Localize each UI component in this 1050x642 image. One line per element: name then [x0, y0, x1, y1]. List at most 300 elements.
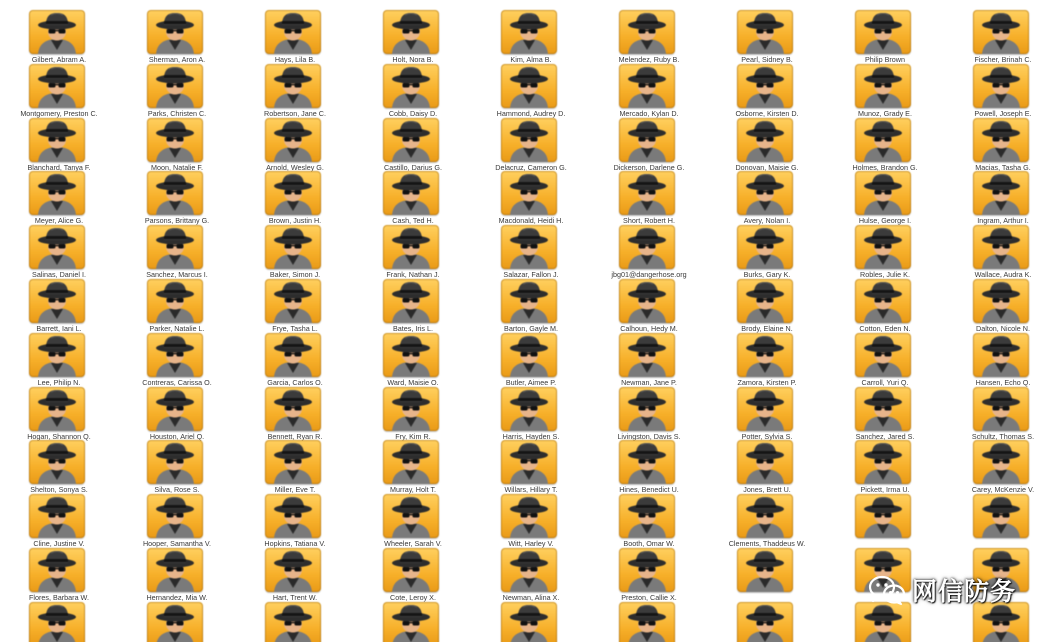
spy-avatar-icon[interactable] — [383, 440, 439, 484]
contact-name: Calhoun, Hedy M. — [620, 323, 678, 333]
contact-item[interactable] — [118, 440, 236, 494]
contact-item[interactable] — [118, 225, 236, 279]
contact-name: Lee, Philip N. — [37, 377, 81, 387]
spy-avatar-icon[interactable] — [855, 118, 911, 162]
spy-avatar-icon[interactable] — [501, 602, 557, 642]
spy-avatar-icon[interactable] — [383, 387, 439, 431]
spy-avatar-icon[interactable] — [501, 440, 557, 484]
wechat-logo-icon — [868, 575, 906, 605]
contact-name: Newman, Jane P. — [621, 377, 677, 387]
contact-item[interactable] — [0, 171, 118, 225]
contact-item[interactable] — [472, 333, 590, 387]
contact-name: Brody, Elaine N. — [741, 323, 793, 333]
contact-name: Donovan, Maisie G. — [735, 162, 799, 172]
contact-name: Kim, Alma B. — [510, 55, 552, 64]
spy-avatar-icon[interactable] — [619, 64, 675, 108]
contact-item[interactable] — [0, 10, 118, 64]
contact-name: Macdonald, Heidi H. — [498, 216, 564, 226]
contact-name: Melendez, Ruby B. — [618, 55, 680, 64]
contact-item[interactable] — [0, 333, 118, 387]
spy-avatar-icon[interactable] — [29, 548, 85, 592]
spy-avatar-icon[interactable] — [737, 279, 793, 323]
contact-item[interactable] — [0, 387, 118, 441]
spy-avatar-icon[interactable] — [501, 494, 557, 538]
contacts-grid — [0, 10, 1050, 642]
spy-avatar-icon[interactable] — [737, 118, 793, 162]
spy-avatar-icon[interactable] — [265, 10, 321, 54]
spy-avatar-icon[interactable] — [973, 333, 1029, 377]
spy-avatar-icon[interactable] — [383, 333, 439, 377]
contact-item[interactable] — [944, 64, 1050, 118]
contact-item[interactable] — [0, 602, 118, 642]
spy-avatar-icon[interactable] — [147, 387, 203, 431]
contact-item[interactable] — [236, 440, 354, 494]
spy-avatar-icon[interactable] — [383, 279, 439, 323]
contact-name: Holt, Nora B. — [392, 55, 434, 64]
spy-avatar-icon[interactable] — [855, 171, 911, 215]
spy-avatar-icon[interactable] — [501, 279, 557, 323]
contact-name: Delacruz, Cameron G. — [495, 162, 567, 172]
contact-item[interactable] — [236, 602, 354, 642]
contact-item[interactable] — [0, 64, 118, 118]
spy-avatar-icon[interactable] — [855, 494, 911, 538]
spy-avatar-icon[interactable] — [619, 10, 675, 54]
contact-item[interactable] — [354, 279, 472, 333]
contact-name: jbg01@dangerhose.org — [611, 270, 687, 280]
spy-avatar-icon[interactable] — [973, 440, 1029, 484]
spy-avatar-icon[interactable] — [147, 494, 203, 538]
contact-name: Garcia, Carlos O. — [267, 377, 323, 387]
contact-name: Miller, Eve T. — [274, 485, 316, 495]
contact-item[interactable] — [590, 548, 708, 602]
spy-avatar-icon[interactable] — [501, 333, 557, 377]
contact-name: Hammond, Audrey D. — [496, 108, 566, 118]
contact-name: Bennett, Ryan R. — [267, 431, 323, 441]
contact-item[interactable] — [236, 387, 354, 441]
contact-name: Munoz, Grady E. — [858, 108, 912, 118]
contact-name: Hines, Benedict U. — [619, 485, 679, 495]
contact-name: Carroll, Yuri Q. — [861, 377, 909, 387]
spy-avatar-icon[interactable] — [501, 10, 557, 54]
spy-avatar-icon[interactable] — [973, 118, 1029, 162]
contact-name: Fischer, Brinah C. — [974, 55, 1032, 64]
contact-name: Cline, Justine V. — [33, 539, 85, 549]
contact-name: Robertson, Jane C. — [264, 108, 326, 118]
contact-item[interactable] — [944, 225, 1050, 279]
contact-item[interactable] — [590, 118, 708, 172]
spy-avatar-icon[interactable] — [501, 548, 557, 592]
contact-item[interactable] — [590, 602, 708, 642]
spy-avatar-icon[interactable] — [29, 10, 85, 54]
contact-name: Booth, Omar W. — [623, 539, 675, 549]
spy-avatar-icon[interactable] — [619, 387, 675, 431]
contact-name: Potter, Sylvia S. — [741, 431, 793, 441]
contact-name: Philip Brown — [865, 55, 905, 64]
contact-name: Shelton, Sonya S. — [30, 485, 88, 495]
contact-item[interactable] — [590, 64, 708, 118]
spy-avatar-icon[interactable] — [29, 171, 85, 215]
spy-avatar-icon[interactable] — [619, 118, 675, 162]
contact-item[interactable] — [354, 440, 472, 494]
contact-item[interactable] — [118, 387, 236, 441]
spy-avatar-icon[interactable] — [973, 279, 1029, 323]
spy-avatar-icon[interactable] — [383, 494, 439, 538]
contact-item[interactable] — [944, 494, 1050, 548]
contact-item[interactable] — [826, 171, 944, 225]
spy-avatar-icon[interactable] — [973, 64, 1029, 108]
contact-name: Baker, Simon J. — [269, 270, 321, 280]
spy-avatar-icon[interactable] — [619, 225, 675, 269]
contact-item[interactable] — [708, 118, 826, 172]
contact-name: Cobb, Daisy D. — [388, 108, 438, 118]
contact-name: Bates, Iris L. — [393, 323, 433, 333]
spy-avatar-icon[interactable] — [383, 548, 439, 592]
contact-item[interactable] — [708, 225, 826, 279]
contact-name: Silva, Rose S. — [154, 485, 200, 495]
contact-item[interactable] — [236, 548, 354, 602]
spy-avatar-icon[interactable] — [147, 10, 203, 54]
contact-item[interactable] — [472, 118, 590, 172]
contact-item[interactable] — [944, 387, 1050, 441]
watermark — [868, 572, 1016, 608]
spy-avatar-icon[interactable] — [383, 602, 439, 642]
contact-item[interactable] — [708, 333, 826, 387]
contact-item[interactable] — [590, 171, 708, 225]
spy-avatar-icon[interactable] — [737, 64, 793, 108]
contact-name: Willars, Hillary T. — [504, 485, 558, 495]
contact-item[interactable] — [354, 494, 472, 548]
contact-item[interactable] — [708, 279, 826, 333]
spy-avatar-icon[interactable] — [737, 440, 793, 484]
contact-name: Ward, Maisie O. — [387, 377, 439, 387]
contact-name: Hart, Trent W. — [272, 592, 318, 602]
spy-avatar-icon[interactable] — [619, 548, 675, 592]
spy-avatar-icon[interactable] — [147, 440, 203, 484]
contact-item[interactable] — [472, 387, 590, 441]
contact-item[interactable] — [118, 279, 236, 333]
spy-avatar-icon[interactable] — [973, 171, 1029, 215]
contact-item[interactable] — [118, 64, 236, 118]
contact-item[interactable] — [236, 279, 354, 333]
spy-avatar-icon[interactable] — [501, 64, 557, 108]
contact-name: Blanchard, Tanya F. — [27, 162, 91, 172]
contact-item[interactable] — [472, 279, 590, 333]
contact-item[interactable] — [472, 64, 590, 118]
spy-avatar-icon[interactable] — [737, 387, 793, 431]
contact-name: Dalton, Nicole N. — [976, 323, 1030, 333]
contact-name: Hopkins, Tatiana V. — [264, 539, 326, 549]
contact-item[interactable] — [708, 387, 826, 441]
contact-name: Cotton, Eden N. — [859, 323, 911, 333]
contact-item[interactable] — [944, 333, 1050, 387]
spy-avatar-icon[interactable] — [973, 10, 1029, 54]
spy-avatar-icon[interactable] — [147, 602, 203, 642]
spy-avatar-icon[interactable] — [619, 440, 675, 484]
spy-avatar-icon[interactable] — [29, 225, 85, 269]
contact-item[interactable] — [590, 225, 708, 279]
contact-name: Hooper, Samantha V. — [142, 539, 212, 549]
spy-avatar-icon[interactable] — [855, 225, 911, 269]
contact-name: Pickett, Irma U. — [860, 485, 910, 495]
contact-item[interactable] — [236, 225, 354, 279]
contact-item[interactable] — [118, 10, 236, 64]
contact-item[interactable] — [590, 387, 708, 441]
contact-name: Arnold, Wesley G. — [266, 162, 324, 172]
contact-name: Hansen, Echo Q. — [975, 377, 1031, 387]
spy-avatar-icon[interactable] — [383, 171, 439, 215]
contact-name: Murray, Holt T. — [389, 485, 437, 495]
spy-avatar-icon[interactable] — [737, 602, 793, 642]
contact-item[interactable] — [0, 548, 118, 602]
contact-item[interactable] — [590, 279, 708, 333]
contact-name: Moon, Natalie F. — [151, 162, 203, 172]
contact-name: Frank, Nathan J. — [386, 270, 440, 280]
spy-avatar-icon[interactable] — [265, 548, 321, 592]
contact-item[interactable] — [0, 279, 118, 333]
contact-item[interactable] — [472, 225, 590, 279]
contact-name: Macias, Tasha G. — [975, 162, 1031, 172]
spy-avatar-icon[interactable] — [619, 279, 675, 323]
contact-name: Wheeler, Sarah V. — [384, 539, 442, 549]
spy-avatar-icon[interactable] — [147, 171, 203, 215]
contact-item[interactable] — [944, 118, 1050, 172]
spy-avatar-icon[interactable] — [29, 279, 85, 323]
contact-item[interactable] — [236, 10, 354, 64]
contact-item[interactable] — [708, 440, 826, 494]
contact-item[interactable] — [472, 440, 590, 494]
contact-item[interactable] — [826, 440, 944, 494]
contact-item[interactable] — [826, 64, 944, 118]
contact-item[interactable] — [708, 64, 826, 118]
contact-item[interactable] — [472, 171, 590, 225]
contact-item[interactable] — [118, 171, 236, 225]
spy-avatar-icon[interactable] — [265, 494, 321, 538]
contact-name: Fry, Kim R. — [395, 431, 431, 441]
contact-name: Castillo, Darius G. — [384, 162, 442, 172]
contact-item[interactable] — [590, 10, 708, 64]
contact-name: Jones, Brett U. — [743, 485, 791, 495]
spy-avatar-icon[interactable] — [265, 64, 321, 108]
contact-item[interactable] — [0, 494, 118, 548]
spy-avatar-icon[interactable] — [147, 333, 203, 377]
spy-avatar-icon[interactable] — [29, 118, 85, 162]
contact-name: Barton, Gayle M. — [504, 323, 558, 333]
contact-item[interactable] — [826, 279, 944, 333]
spy-avatar-icon[interactable] — [501, 387, 557, 431]
contact-name: Contreras, Carissa O. — [142, 377, 212, 387]
contact-item[interactable] — [118, 333, 236, 387]
spy-avatar-icon[interactable] — [855, 387, 911, 431]
contact-name: Preston, Callie X. — [621, 592, 677, 602]
contact-item[interactable] — [472, 602, 590, 642]
contact-name: Burks, Gary K. — [743, 270, 791, 280]
spy-avatar-icon[interactable] — [383, 64, 439, 108]
contact-name: Holmes, Brandon G. — [852, 162, 918, 172]
contact-name: Montgomery, Preston C. — [20, 108, 98, 118]
contact-item[interactable] — [944, 279, 1050, 333]
contact-item[interactable] — [944, 440, 1050, 494]
contact-item[interactable] — [354, 602, 472, 642]
contact-name: Carey, McKenzie V. — [971, 485, 1035, 495]
contact-item[interactable] — [472, 494, 590, 548]
spy-avatar-icon[interactable] — [501, 171, 557, 215]
spy-avatar-icon[interactable] — [147, 225, 203, 269]
contact-name: Parker, Natalie L. — [149, 323, 205, 333]
spy-avatar-icon[interactable] — [265, 602, 321, 642]
spy-avatar-icon[interactable] — [383, 10, 439, 54]
contact-item[interactable] — [590, 494, 708, 548]
contact-item[interactable] — [708, 602, 826, 642]
spy-avatar-icon[interactable] — [737, 548, 793, 592]
contact-item[interactable] — [472, 10, 590, 64]
contact-item[interactable] — [708, 171, 826, 225]
contact-name: Hogan, Shannon Q. — [27, 431, 91, 441]
contact-name: Frye, Tasha L. — [272, 323, 318, 333]
spy-avatar-icon[interactable] — [973, 225, 1029, 269]
spy-avatar-icon[interactable] — [29, 64, 85, 108]
contact-item[interactable] — [826, 118, 944, 172]
contact-name: Cote, Leroy X. — [390, 592, 436, 602]
contact-item[interactable] — [354, 10, 472, 64]
contact-name: Robles, Julie K. — [860, 270, 910, 280]
contact-name: Butler, Aimee P. — [505, 377, 557, 387]
contact-item[interactable] — [826, 10, 944, 64]
contact-name: Parsons, Brittany G. — [144, 216, 210, 226]
spy-avatar-icon[interactable] — [737, 494, 793, 538]
spy-avatar-icon[interactable] — [265, 225, 321, 269]
spy-avatar-icon[interactable] — [619, 602, 675, 642]
spy-avatar-icon[interactable] — [855, 333, 911, 377]
spy-avatar-icon[interactable] — [265, 333, 321, 377]
spy-avatar-icon[interactable] — [29, 387, 85, 431]
contact-item[interactable] — [0, 225, 118, 279]
spy-avatar-icon[interactable] — [265, 387, 321, 431]
contact-item[interactable] — [354, 171, 472, 225]
contact-name: Powell, Joseph E. — [974, 108, 1032, 118]
spy-avatar-icon[interactable] — [501, 118, 557, 162]
spy-avatar-icon[interactable] — [265, 279, 321, 323]
contact-name: Mercado, Kylan D. — [619, 108, 679, 118]
contact-name: Sherman, Aron A. — [148, 55, 206, 64]
contact-item[interactable] — [236, 333, 354, 387]
contact-item[interactable] — [472, 548, 590, 602]
contact-name: Hernandez, Mia W. — [146, 592, 208, 602]
spy-avatar-icon[interactable] — [383, 118, 439, 162]
contact-item[interactable] — [708, 548, 826, 602]
spy-avatar-icon[interactable] — [737, 225, 793, 269]
spy-avatar-icon[interactable] — [855, 279, 911, 323]
contact-item[interactable] — [354, 225, 472, 279]
spy-avatar-icon[interactable] — [619, 494, 675, 538]
contact-item[interactable] — [118, 118, 236, 172]
contact-name: Flores, Barbara W. — [29, 592, 89, 602]
contact-name: Livingston, Davis S. — [617, 431, 681, 441]
contact-name: Cash, Ted H. — [392, 216, 434, 226]
contact-item[interactable] — [0, 118, 118, 172]
spy-avatar-icon[interactable] — [501, 225, 557, 269]
spy-avatar-icon[interactable] — [383, 225, 439, 269]
contact-item[interactable] — [236, 118, 354, 172]
contact-item[interactable] — [354, 64, 472, 118]
spy-avatar-icon[interactable] — [147, 548, 203, 592]
contact-item[interactable] — [826, 333, 944, 387]
contact-name: Short, Robert H. — [623, 216, 675, 226]
contact-item[interactable] — [590, 440, 708, 494]
contact-item[interactable] — [118, 548, 236, 602]
spy-avatar-icon[interactable] — [737, 333, 793, 377]
spy-avatar-icon[interactable] — [29, 440, 85, 484]
spy-avatar-icon[interactable] — [737, 171, 793, 215]
contact-item[interactable] — [826, 387, 944, 441]
contact-name: Gilbert, Abram A. — [31, 55, 87, 64]
contact-item[interactable] — [354, 548, 472, 602]
contact-name: Pearl, Sidney B. — [741, 55, 793, 64]
spy-avatar-icon[interactable] — [29, 494, 85, 538]
contact-name: Hays, Lila B. — [274, 55, 316, 64]
spy-avatar-icon[interactable] — [29, 333, 85, 377]
spy-avatar-icon[interactable] — [29, 602, 85, 642]
spy-avatar-icon[interactable] — [973, 387, 1029, 431]
contact-name: Zamora, Kirsten P. — [737, 377, 797, 387]
contact-name: Parks, Christen C. — [147, 108, 207, 118]
spy-avatar-icon[interactable] — [147, 64, 203, 108]
contact-item[interactable] — [236, 171, 354, 225]
contact-name: Sanchez, Jared S. — [855, 431, 915, 441]
contact-item[interactable] — [354, 118, 472, 172]
contact-item[interactable] — [708, 10, 826, 64]
spy-avatar-icon[interactable] — [855, 64, 911, 108]
contact-name: Meyer, Alice G. — [34, 216, 84, 226]
contact-item[interactable] — [944, 171, 1050, 225]
contact-name: Dickerson, Darlene G. — [613, 162, 685, 172]
spy-avatar-icon[interactable] — [855, 440, 911, 484]
spy-avatar-icon[interactable] — [265, 118, 321, 162]
contact-name: Schultz, Thomas S. — [971, 431, 1035, 441]
contact-name: Hulse, George I. — [858, 216, 912, 226]
contact-item[interactable] — [118, 602, 236, 642]
spy-avatar-icon[interactable] — [855, 10, 911, 54]
contact-item[interactable] — [354, 387, 472, 441]
contact-name: Clements, Thaddeus W. — [728, 539, 806, 549]
spy-avatar-icon[interactable] — [265, 440, 321, 484]
contact-item[interactable] — [826, 225, 944, 279]
contact-name: Witt, Harley V. — [508, 539, 554, 549]
contact-name: Osborne, Kirsten D. — [735, 108, 799, 118]
spy-avatar-icon[interactable] — [973, 494, 1029, 538]
spy-avatar-icon[interactable] — [147, 279, 203, 323]
spy-avatar-icon[interactable] — [265, 171, 321, 215]
contact-name: Salazar, Fallon J. — [503, 270, 559, 280]
contact-item[interactable] — [826, 494, 944, 548]
contact-item[interactable] — [236, 494, 354, 548]
contact-item[interactable] — [590, 333, 708, 387]
contact-item[interactable] — [236, 64, 354, 118]
spy-avatar-icon[interactable] — [147, 118, 203, 162]
contact-name: Salinas, Daniel I. — [32, 270, 86, 280]
spy-avatar-icon[interactable] — [737, 10, 793, 54]
contact-item[interactable] — [354, 333, 472, 387]
contact-item[interactable] — [708, 494, 826, 548]
contact-item[interactable] — [0, 440, 118, 494]
contact-name: Barrett, Iani L. — [36, 323, 82, 333]
contact-name: Harris, Hayden S. — [502, 431, 560, 441]
contact-item[interactable] — [944, 10, 1050, 64]
spy-avatar-icon[interactable] — [619, 171, 675, 215]
spy-avatar-icon[interactable] — [619, 333, 675, 377]
contact-item[interactable] — [118, 494, 236, 548]
contact-name: Avery, Nolan I. — [743, 216, 791, 226]
contact-name: Wallace, Audra K. — [974, 270, 1032, 280]
